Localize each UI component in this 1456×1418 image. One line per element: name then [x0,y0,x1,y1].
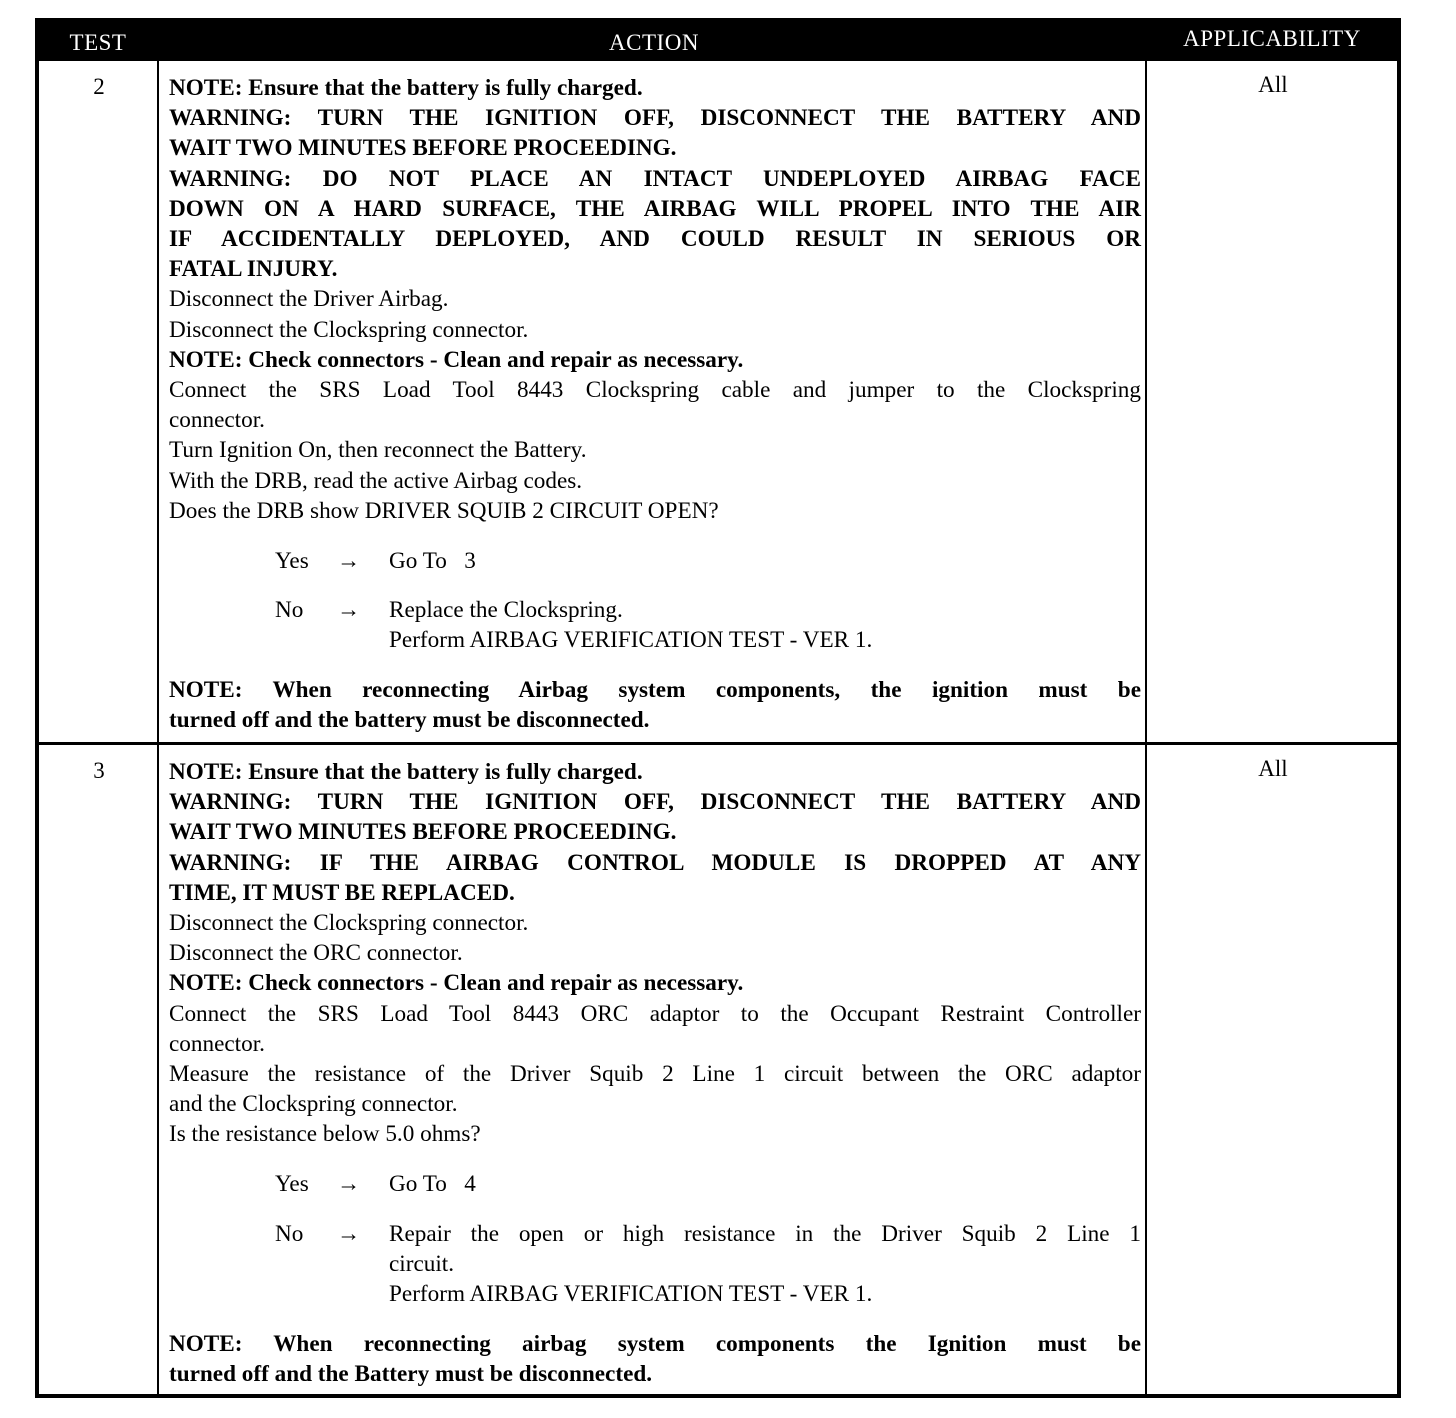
instruction-line: Connect the SRS Load Tool 8443 ORC adaptor to the Occupant Restraint Controller [169,1000,1141,1027]
yes-result: Go To 3 [389,547,476,574]
note-line: turned off and the Battery must be disconnected. [169,1361,653,1388]
instruction-line: Disconnect the Clockspring connector. [169,910,529,937]
note-line: NOTE: Ensure that the battery is fully charged. [169,75,643,101]
header-applicability: APPLICABILITY [1183,26,1361,51]
applicability-value: All [1258,756,1288,781]
warning-line: WARNING: DO NOT PLACE AN INTACT UNDEPLOYED AIRBAG FACE [169,165,1141,192]
yes-label: Yes [275,1171,309,1198]
right-arrow-icon: → [337,1220,361,1247]
instruction-line: Disconnect the Clockspring connector. [169,316,529,343]
row-divider [39,742,1397,745]
instruction-line: and the Clockspring connector. [169,1091,458,1118]
instruction-line: connector. [169,407,265,434]
right-arrow-icon: → [337,547,361,574]
header-test: TEST [69,30,127,55]
no-result: Perform AIRBAG VERIFICATION TEST - VER 1. [389,627,873,654]
applicability-value: All [1258,72,1288,97]
warning-line: WARNING: TURN THE IGNITION OFF, DISCONNECT THE BATTERY AND [169,105,1141,132]
no-result: Replace the Clockspring. [389,597,623,624]
right-arrow-icon: → [337,597,361,624]
instruction-line: connector. [169,1030,265,1057]
note-line: turned off and the battery must be disconnected. [169,707,650,734]
action-cell [169,757,1141,1389]
instruction-line: Turn Ignition On, then reconnect the Battery. [169,437,587,464]
test-number: 3 [93,758,105,783]
test-number: 2 [93,74,105,99]
question-line: Does the DRB show DRIVER SQUIB 2 CIRCUIT OPEN? [169,497,719,524]
instruction-line: With the DRB, read the active Airbag codes. [169,467,583,494]
question-line: Is the resistance below 5.0 ohms? [169,1121,481,1148]
warning-line: DOWN ON A HARD SURFACE, THE AIRBAG WILL PROPEL INTO THE AIR [169,195,1141,222]
note-line: NOTE: Check connectors - Clean and repair as necessary. [169,970,744,997]
column-divider [157,61,159,1398]
no-result: Repair the open or high resistance in the Driver Squib 2 Line 1 [389,1220,1141,1247]
warning-line: WAIT TWO MINUTES BEFORE PROCEEDING. [169,135,677,162]
yes-result: Go To 4 [389,1171,476,1198]
instruction-line: Measure the resistance of the Driver Squib 2 Line 1 circuit between the ORC adaptor [169,1061,1141,1088]
header-action: ACTION [609,30,699,55]
instruction-line: Disconnect the ORC connector. [169,940,463,967]
warning-line: FATAL INJURY. [169,256,338,283]
no-option [275,1219,1141,1310]
no-label: No [275,1220,304,1247]
action-cell [169,73,1141,736]
procedure-table [35,18,1401,1398]
warning-line: WARNING: IF THE AIRBAG CONTROL MODULE IS DROPPED AT ANY [169,849,1141,876]
no-result: Perform AIRBAG VERIFICATION TEST - VER 1. [389,1281,873,1308]
note-line: NOTE: Ensure that the battery is fully charged. [169,759,643,785]
yes-option [275,1169,1141,1199]
right-arrow-icon: → [337,1171,361,1198]
no-label: No [275,597,304,624]
instruction-line: Disconnect the Driver Airbag. [169,286,449,313]
yes-label: Yes [275,547,309,574]
note-line: NOTE: Check connectors - Clean and repair as necessary. [169,346,744,373]
no-result: circuit. [389,1251,455,1278]
table-header [39,22,1397,61]
yes-option [275,546,1141,576]
warning-line: IF ACCIDENTALLY DEPLOYED, AND COULD RESULT IN SERIOUS OR [169,226,1141,253]
warning-line: WARNING: TURN THE IGNITION OFF, DISCONNECT THE BATTERY AND [169,789,1141,816]
warning-line: TIME, IT MUST BE REPLACED. [169,879,515,906]
no-option [275,595,1141,655]
note-line: NOTE: When reconnecting Airbag system components, the ignition must be [169,677,1141,704]
instruction-line: Connect the SRS Load Tool 8443 Clockspring cable and jumper to the Clockspring [169,377,1141,404]
column-divider [1145,61,1147,1398]
note-line: NOTE: When reconnecting airbag system components the Ignition must be [169,1330,1141,1357]
warning-line: WAIT TWO MINUTES BEFORE PROCEEDING. [169,819,677,846]
